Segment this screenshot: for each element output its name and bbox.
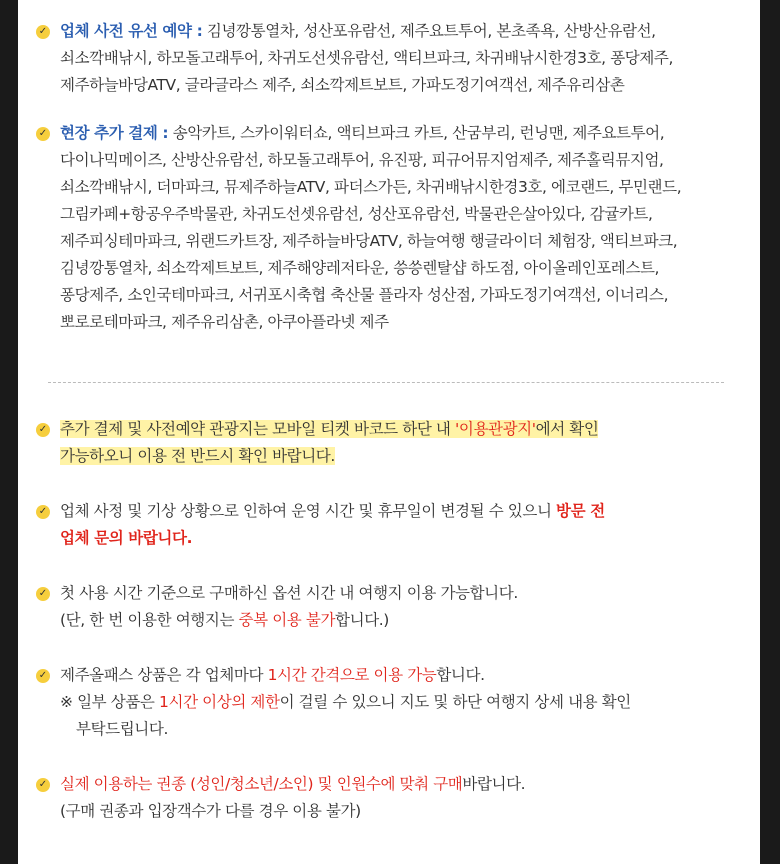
- notice-item-2: ✓ 업체 사정 및 기상 상황으로 인하여 운영 시간 및 휴무일이 변경될 수 있으니 방문 전 업체 문의 바랍니다.: [36, 498, 748, 552]
- onsite-list-line4: 그림카페+항공우주박물관, 차귀도선셋유람선, 성산포유람선, 박물관은살아있다, 감귤카트,: [60, 205, 653, 223]
- onsite-section: [36, 120, 748, 336]
- check-circle-icon: ✓: [36, 25, 50, 39]
- notice-item-3: ✓ 첫 사용 시간 기준으로 구매하신 옵션 시간 내 여행지 이용 가능합니다. (단, 한 번 이용한 여행지는 중복 이용 불가합니다.): [36, 580, 748, 634]
- prebook-list-line1: 김녕깡통열차, 성산포유람선, 제주요트투어, 본초족욕, 산방산유람선,: [206, 22, 656, 40]
- dashed-divider: [48, 382, 724, 383]
- notice-content: [36, 18, 748, 336]
- onsite-label: 현장 추가 결제 :: [60, 124, 169, 142]
- onsite-list-line8: 뽀로로테마파크, 제주유리삼촌, 아쿠아플라넷 제주: [60, 313, 389, 331]
- onsite-list-line1: 송악카트, 스카이워터쇼, 액티브파크 카트, 산굼부리, 런닝맨, 제주요트투어,: [172, 124, 665, 142]
- check-circle-icon: ✓: [36, 669, 50, 683]
- notice-item-1: ✓ 추가 결제 및 사전예약 관광지는 모바일 티켓 바코드 하단 내 '이용관광지'에서 확인 가능하오니 이용 전 반드시 확인 바랍니다.: [36, 416, 748, 470]
- notice-item-4: ✓ 제주올패스 상품은 각 업체마다 1시간 간격으로 이용 가능합니다. ※ 일부 상품은 1시간 이상의 제한이 걸릴 수 있으니 지도 및 하단 여행지 상세 내용 확인 부탁드립니다.: [36, 662, 748, 743]
- prebook-label: 업체 사전 유선 예약 :: [60, 22, 203, 40]
- onsite-list-line6: 김녕깡통열차, 쇠소깍제트보트, 제주해양레저타운, 씅씅렌탈샵 하도점, 아이올레인포레스트,: [60, 259, 660, 277]
- prebook-list-line3: 제주하늘바당ATV, 글라글라스 제주, 쇠소깍제트보트, 가파도정기여객선, 제주유리삼촌: [60, 76, 625, 94]
- onsite-list-line5: 제주피싱테마파크, 위랜드카트장, 제주하늘바당ATV, 하늘여행 행글라이더 체험장, 액티브파크,: [60, 232, 678, 250]
- notice-item-5: ✓ 실제 이용하는 권종 (성인/청소년/소인) 및 인원수에 맞춰 구매바랍니다. (구매 권종과 입장객수가 다를 경우 이용 불가): [36, 771, 748, 825]
- right-frame-border: [760, 0, 780, 864]
- prebook-list-line2: 쇠소깍배낚시, 하모돌고래투어, 차귀도선셋유람선, 액티브파크, 차귀배낚시한경3호, 퐁당제주,: [60, 49, 674, 67]
- left-frame-border: [0, 0, 18, 864]
- onsite-list-line7: 퐁당제주, 소인국테마파크, 서귀포시축협 축산물 플라자 성산점, 가파도정기여객선, 이너리스,: [60, 286, 669, 304]
- check-circle-icon: ✓: [36, 587, 50, 601]
- check-circle-icon: ✓: [36, 127, 50, 141]
- check-circle-icon: ✓: [36, 423, 50, 437]
- check-circle-icon: ✓: [36, 778, 50, 792]
- prebook-section: [36, 18, 748, 99]
- check-circle-icon: ✓: [36, 505, 50, 519]
- onsite-list-line2: 다이나믹메이즈, 산방산유람선, 하모돌고래투어, 유진팡, 피규어뮤지엄제주, 제주홀릭뮤지엄,: [60, 151, 664, 169]
- onsite-list-line3: 쇠소깍배낚시, 더마파크, 뮤제주하늘ATV, 파더스가든, 차귀배낚시한경3호, 에코랜드, 무민랜드,: [60, 178, 682, 196]
- notice-list: [36, 416, 748, 825]
